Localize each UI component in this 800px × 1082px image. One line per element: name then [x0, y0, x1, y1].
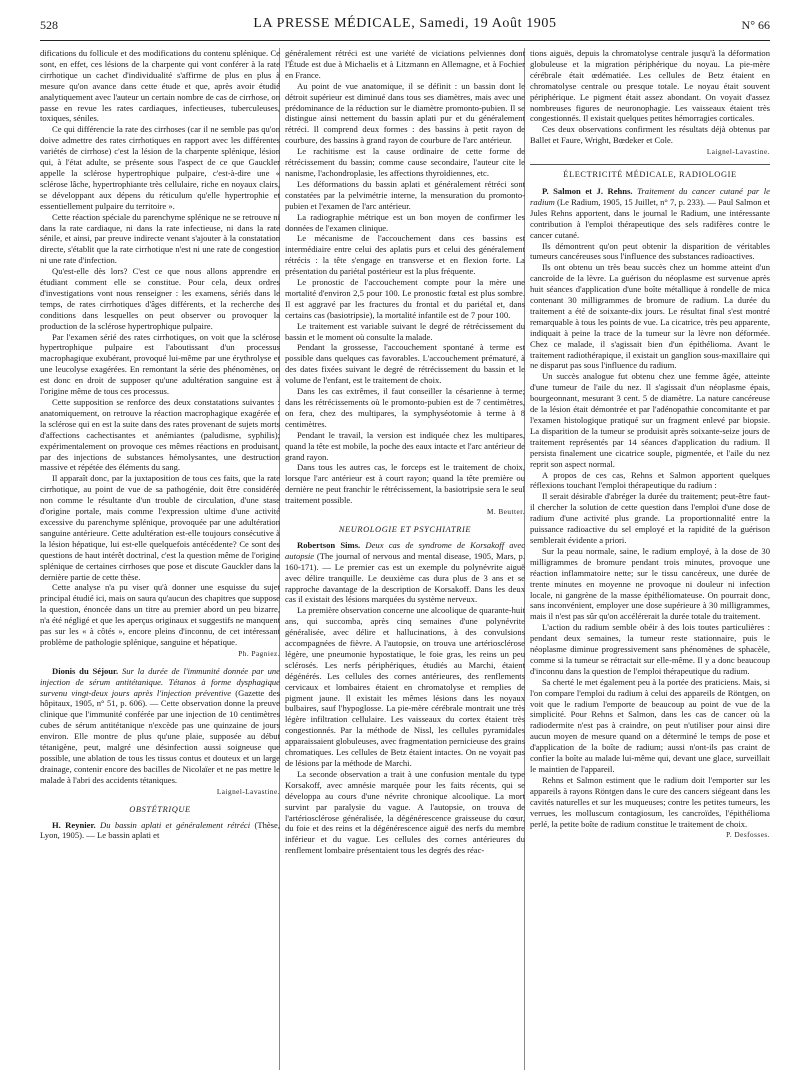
- review-entry: [530, 186, 770, 241]
- paragraph: Ils ont obtenu un très beau succès chez un homme atteint d'un cancroïde de la lèvre. La guérison du néoplasme est survenue après huit séances d'application d'une boîte métallique à rondelle de mica contenant 30 milligrammes de bromure de radium. La durée du traitement a été de soixante-dix jours. Le résultat final s'est montré remarquable à tous les points de vue. La cicatrice, très peu apparente, indiquait à peine la trace de la tumeur sur la lèvre non déformée. Chez ce malade, il s'agissait bien d'un épithélioma. Avant le traitement radiothérapique, il existait un ganglion sous-maxillaire qui ne disparut pas sous l'influence du radium.: [530, 262, 770, 371]
- review-title: Deux cas de syndrome de Korsakoff avec autopsie: [285, 539, 525, 561]
- review-entry: [40, 666, 280, 786]
- paragraph: Par l'examen sérié des rates cirrhotiques, on voit que la sclérose hypertrophique pulpaire est l'aboutissant d'un processus macrophagique exubérant, provoqué lui-même par une érythrolyse et une leucolyse exagérées. En remontant la série des phénomènes, on est donc en droit de supposer qu'une adultération sanguine est à l'origine même de tous ces processus.: [40, 331, 280, 397]
- paragraph: Pendant la grossesse, l'accouchement spontané à terme est possible dans quelques cas favorables. L'accouchement prématuré, à des dates fixées suivant le degré de rétrécissement du bassin et le volume de l'enfant, est le traitement de choix.: [285, 342, 525, 386]
- section-heading: NEUROLOGIE ET PSYCHIATRIE: [338, 524, 472, 534]
- paragraph: Le pronostic de l'accouchement compte pour la mère une mortalité d'environ 2,5 pour 100. Le pronostic fœtal est plus sombre. Il est aggravé par les fractures du frontal et du pariétal et, dans certains cas (basiotripsie), la mortalité infantile est de 7 pour 100.: [285, 277, 525, 320]
- column-1: [40, 48, 280, 1070]
- review-title: Sur la durée de l'immunité donnée par une injection de sérum antitétanique. Tétanos à forme dysphagique survenu vingt-deux jours après l'injection préventive: [40, 665, 280, 698]
- review-author: Dionis du Séjour.: [52, 665, 119, 676]
- paragraph: Ils démontrent qu'on peut obtenir la disparition de véritables tumeurs cancéreuses sous l'influence des substances radioactives.: [530, 240, 770, 262]
- paragraph: Cette supposition se renforce des deux constatations suivantes : anatomiquement, on retrouve la réaction macrophagique exagérée et la sclérose qui en est la suite dans des rates provenant de sujets morts d'affections cachectisantes et anémiantes (paludisme, syphilis); expérimentalement on provoque ces mêmes réactions en produisant, par des injections de substances hémolysantes, une destruction massive et répétée des éléments du sang.: [40, 397, 280, 473]
- review-body: (Le Radium, 1905, 15 Juillet, n° 7, p. 233). — Paul Salmon et Jules Rehns apportent, dans le journal le Radium, une intéressante contribution à l'emploi thérapeutique des sels radifères contre le cancer cutané.: [530, 196, 770, 240]
- paragraph: Au point de vue anatomique, il se définit : un bassin dont le détroit supérieur est diminué dans tous ses diamètres, mais avec une prédominance de la réduction sur le diamètre promonto-pubien. Il se distingue ainsi nettement du bassin aplati pur et du généralement rétréci. Il comprend deux formes : des bassins à petit rayon de courbure, des bassins à grand rayon de courbure de l'arc antérieur.: [285, 80, 525, 146]
- section-heading: ÉLECTRICITÉ MÉDICALE, RADIOLOGIE: [530, 164, 770, 181]
- paragraph: Le mécanisme de l'accouchement dans ces bassins est intermédiaire entre celui des aplatis purs et celui des généralement rétrécis : la tête s'engage en transverse et en flexion forte. La présentation du pariétal postérieur est la plus fréquente.: [285, 233, 525, 277]
- page-number: 528: [40, 18, 58, 32]
- paragraph: Pendant le travail, la version est indiquée chez les multipares, quand la tête est mobile, la poche des eaux intacte et l'arc antérieur de grand rayon.: [285, 429, 525, 462]
- paragraph: La seconde observation a trait à une confusion mentale du type Korsakoff, avec amnésie marquée pour les faits récents, qui se développa au cours d'une névrite chronique alcoolique. La mort survint par paralysie du vague. A l'autopsie, on trouva de l'artériosclérose généralisée, la dégénérescence graisseuse du cœur, du foie et des reins et la dégénérescence aiguë des nerfs du membre inférieur et du vague. Les cellules des cornes antérieures du renflement lombaire présentaient tous les degrés des réac-: [285, 768, 525, 856]
- paragraph: Le rachitisme est la cause ordinaire de cette forme de rétrécissement du bassin; comme cause secondaire, l'auteur cite le nanisme, l'achondroplasie, les affections thyroïdiennes, etc.: [285, 146, 525, 178]
- paragraph: Rehns et Salmon estiment que le radium doit l'emporter sur les appareils à rayons Röntgen dans le cure des cancers siégeant dans les cavités naturelles et sur les muqueuses; contre les petites tumeurs, les verrues, les molluscum contagiosum, les cancroïdes, l'épithélioma perlé, la petite boîte de radium constitue le traitement de choix.: [530, 774, 770, 829]
- review-author: H. Reynier.: [52, 819, 96, 830]
- review-title: Traitement du cancer cutané par le radium: [530, 185, 770, 207]
- issue-number: N° 66: [741, 18, 770, 32]
- paragraph: généralement rétréci est une variété de viciations pelviennes dont l'Étude est due à Michaelis et à Litzmann en Allemagne, et à Fochier en France.: [285, 48, 525, 80]
- paragraph: Le traitement est variable suivant le degré de rétrécissement du bassin et le moment où consulte la malade.: [285, 320, 525, 342]
- paragraph: Sa cherté le met également peu à la portée des praticiens. Mais, si l'on compare l'emploi du radium à celui des appareils de Röntgen, on voit que le radium l'emporte de beaucoup au point de vue de la simplicité. Pour Rehns et Salmon, dans les cas de cancer où la radiodermite n'est pas à craindre, on peut n'utiliser pour ainsi dire aucun moyen de mesure quand on a déterminé le temps de pose et d'application de la boîte de radium; aussi n'ont-ils pas craint de confier la boîte au malade lui-même qui, devant une glace, surveillait le maintien de l'appareil.: [530, 676, 770, 774]
- paragraph: Un succès analogue fut obtenu chez une femme âgée, atteinte d'une tumeur de l'aile du nez. Il s'agissait d'un néoplasme épais, bourgeonnant, mesurant 3 cent. 5 de diamètre. La nature cancéreuse de la lésion était démontrée et par l'adénopathie concomitante et par l'examen histologique pratiqué sur un fragment enlevé par biopsie. La disparition de la tumeur se produisit après soixante-seize jours de traitement représentés par 14 séances d'application du radium. Il persista finalement une cicatrice souple, pigmentée, et l'aile du nez reprit son aspect normal.: [530, 371, 770, 469]
- paragraph: Cette réaction spéciale du parenchyme splénique ne se retrouve ni dans la rate cardiaque, ni dans la rate infectieuse, ni dans la rate sénile, et ainsi, par preuve indirecte venant s'ajouter à la constatation directe, s'établit que la rate cirrhotique n'est ni une rate de congestion ni une rate d'infection.: [40, 211, 280, 266]
- paragraph: La radiographie métrique est un bon moyen de confirmer les données de l'examen clinique.: [285, 211, 525, 233]
- paragraph: Ces deux observations confirment les résultats déjà obtenus par Ballet et Faure, Wright, Bœdeker et Cole.: [530, 124, 770, 146]
- paragraph: La première observation concerne une alcoolique de quarante-huit ans, qui succomba, après cinq semaines d'une polynévrite généralisée, avec délire et hallucinations, à des convulsions accompagnées de fièvre. A l'autopsie, on trouva une artériosclérose légère, une pneumonie hypostatique, le foie gras, les reins un peu sclérosés. Les nerfs périphériques, étudiés au Marchi, étaient dégénérés. Les cellules des cornes antérieures, des renflements cervicaux et lombaires étaient en chromatolyse et remplies de pigment jaune. Il existait les mêmes lésions dans les noyaux bulbaires, sauf l'hypoglosse. La pie-mère cérébrale montrait une très légère infiltration cellulaire. Les vaisseaux du cortex étaient très congestionnés. Par la méthode de Nissl, les cellules pyramidales apparaissaient globuleuses, avec fragmentation pernicieuse des grains chromatiques. Les cellules de Betz étaient intactes. On ne voyait pas de lésions par la méthode de Marchi.: [285, 605, 525, 768]
- column-3: [530, 48, 770, 1070]
- paragraph: A propos de ces cas, Rehns et Salmon apportent quelques réflexions touchant l'emploi thérapeutique du radium :: [530, 469, 770, 491]
- author-signature: M. Beutter.: [486, 508, 525, 517]
- paragraph: tions aiguës, depuis la chromatolyse centrale jusqu'à la déformation globuleuse et la migration périphérique du noyau. La pie-mère cérébrale était œdématiée. Les cellules de Betz étaient en chromatolyse centrale ou presque totale. Le noyau était souvent périphérique. Le pigment était assez abondant. On voyait d'assez nombreuses figures de neuronophagie. Les vaisseaux étaient très congestionnés. Il existait quelques petites hémorragies corticales.: [530, 48, 770, 124]
- review-author: P. Salmon et J. Rehns.: [542, 185, 633, 196]
- review-entry: [285, 540, 525, 605]
- column-2: [285, 48, 525, 1070]
- journal-title: LA PRESSE MÉDICALE, Samedi, 19 Août 1905: [253, 16, 557, 31]
- paragraph: difications du follicule et des modifications du contenu splénique. Ce sont, en effet, ces lésions de la charpente qui vont conférer à la rate cirrhotique un cachet d'individualité s'affirme de plus en plus à mesure qu'on avance dans cette étude et que, après avoir étudié analytiquement avec l'auteur un certain nombre de cas de cirrhose, on passe en revue les rates cardiaques, infectieuses, tuberculeuses, toxiques, séniles.: [40, 48, 280, 124]
- section-heading: OBSTÉTRIQUE: [129, 804, 191, 814]
- paragraph: Qu'est-elle dès lors? C'est ce que nous allons apprendre en étudiant comment elle se constitue. Pour cela, deux ordres d'investigations vont nous renseigner : les examens, sériés dans le temps, de rates cirrhotiques d'âges différents, et la recherche des conditions dans lesquelles on peut observer ou provoquer la production de la sclérose hypertrophique pulpaire.: [40, 266, 280, 331]
- paragraph: Dans tous les autres cas, le forceps est le traitement de choix, lorsque l'arc antérieur est à court rayon; quand la tête première ou dernière ne peut franchir le rétrécissement, la basiotripsie sera le seul traitement possible.: [285, 462, 525, 506]
- author-signature: Ph. Pagniez.: [238, 649, 280, 658]
- paragraph: Cette analyse n'a pu viser qu'à donner une esquisse du sujet principal étudié ici, mais on saura qu'aucun des chapitres que suppose la question, énoncée dans un titre au premier abord un peu bizarre, n'a été négligé et que les aperçus originaux et suggestifs ne manquent pas sur les « à côtés », encore pleins d'inconnu, de cet intéressant problème de pathologie splénique, sanguine et hépatique.: [40, 582, 280, 647]
- author-signature: Laignel-Lavastine.: [706, 148, 770, 157]
- paragraph: L'action du radium semble obéir à des lois toutes particulières : pendant deux semaines, la tumeur reste stationnaire, puis le néoplasme diminue progressivement sans phénomènes de sphacèle, comme si la tumeur se rétractait sur elle-même. Il y a donc beaucoup d'inconnu dans la question de l'emploi thérapeutique du radium.: [530, 622, 770, 676]
- author-signature: P. Desfosses.: [726, 831, 770, 840]
- paragraph: Il apparaît donc, par la juxtaposition de tous ces faits, que la rate cirrhotique, au point de vue de sa pathogénie, doit être considérée non comme le résultante d'un trouble de circulation, d'une stase d'origine portale, mais comme l'expression ultime d'une activité excessive du parenchyme splénique, provoquée par une adultération sanguine antérieure. Cette adultération est-elle toujours consécutive à la lésion hépatique, lui est-elle quelquefois antécédente? Ce sont des questions de haut intérêt doctrinal, c'est la question même de l'origine splénique de certaines cirrhoses que pose et discute Gauckler dans la dernière partie de cette thèse.: [40, 473, 280, 582]
- author-signature: Laignel-Lavastine.: [216, 787, 280, 796]
- paragraph: Les déformations du bassin aplati et généralement rétréci sont constatées par la pelvimétrie interne, la mensuration du promonto-pubien et l'examen de l'arc antérieur.: [285, 178, 525, 211]
- paragraph: Il serait désirable d'abréger la durée du traitement; peut-être faut-il chercher la solution de cette question dans l'emploi d'une dose de radium d'une activité plus grande. La proportionnalité entre la puissance radioactive du sel employé et la rapidité de la guérison semblerait évidente a priori.: [530, 491, 770, 545]
- review-entry: [40, 820, 280, 842]
- review-title: Du bassin aplati et généralement rétréci: [100, 819, 251, 830]
- review-body: (Gazette des hôpitaux, 1905, n° 51, p. 606). — Cette observation donne la preuve clinique que l'immunité conférée par une injection de 10 centimètres cubes de sérum antitétanique n'excède pas une quinzaine de jours environ. Elle montre de plus qu'une plaie, supposée au début tétanigène, peut, malgré une désinfection aussi soigneuse que possible, une ablation de tous les tissus contus et douteux et un large drainage, contenir encore des bacilles de Nicolaïer et ne pas mettre le malade à l'abri des accidents tétaniques.: [40, 687, 280, 785]
- paragraph: Sur la peau normale, saine, le radium employé, à la dose de 30 milligrammes de bromure pendant trois minutes, provoque une réaction inflammatoire nette; sur le tissu cancéreux, une durée de trente minutes en moyenne ne provoque ni douleur ni infection locale, ni gangrène de la masse épithéliomateuse. On pourrait donc, sans inconvénient, employer une dose supérieure à 30 milligrammes, mais il n'est pas sûr qu'on accélérerait la durée totale du traitement.: [530, 545, 770, 622]
- paragraph: Ce qui différencie la rate des cirrhoses (car il ne semble pas qu'on doive admettre des rates cirrhotiques en rapport avec les différentes variétés de cirrhose) c'est la lésion de la charpente splénique, lésion qui, à l'état adulte, se présente sous l'aspect de ce que Gauckler appelle la sclérose hypertrophique pulpaire, c'est-à-dire une « sclérose lâche, hypertrophiante très cellulaire, riche en noyaux clairs, se développant aux dépens du réticulum qu'elle hypertrophie et essentiellement pulpaire du territoire ».: [40, 124, 280, 211]
- review-author: Robertson Sims.: [297, 539, 361, 550]
- header-rule: [40, 40, 770, 41]
- page-header: [40, 14, 770, 40]
- review-body: (The journal of nervous and mental disease, 1905, Mars, p. 160-171). — Le premier cas est un exemple du polynévrite aiguë avec délire tranquille. Le deuxième cas dura plus de 3 ans et se rapproche davantage de la description de Korsakoff. Dans les deux cas il existait des lésions marquées du système nerveux.: [285, 550, 525, 605]
- review-body: (Thèse, Lyon, 1905). — Le bassin aplati et: [40, 819, 280, 841]
- paragraph: Dans les cas extrêmes, il faut conseiller la césarienne à terme; dans les rétrécissements où le promonto-pubien est de 7 centimètres, on fera, chez des multipares, la symphyséotomie à terme à 8 centimètres.: [285, 386, 525, 429]
